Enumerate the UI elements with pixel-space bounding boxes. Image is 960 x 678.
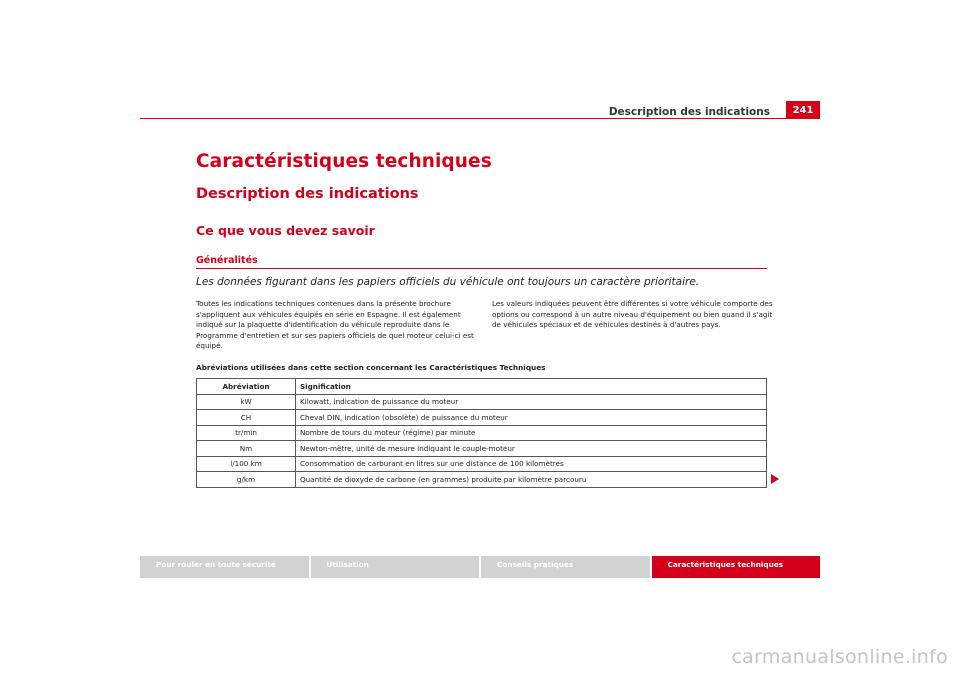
body-column-left — [196, 299, 481, 352]
table-caption: Abréviations utilisées dans cette section concernant les Caractéristiques Techniques — [196, 363, 546, 372]
table-header-row — [197, 379, 767, 395]
abbreviation-cell: l/100 km — [197, 456, 296, 472]
column-header-meaning: Signification — [296, 379, 767, 395]
subsection-title: Ce que vous devez savoir — [196, 223, 375, 238]
header-divider — [140, 118, 820, 119]
watermark-text: carmanualsonline.info — [731, 646, 948, 668]
running-header-title: Description des indications — [608, 106, 770, 118]
abbreviation-cell: Nm — [197, 441, 296, 457]
tab-conseils-pratiques[interactable]: Conseils pratiques — [479, 556, 650, 578]
topic-title: Généralités — [196, 255, 258, 266]
table-row — [197, 456, 767, 472]
body-column-right — [492, 299, 777, 331]
body-paragraph-right: Les valeurs indiquées peuvent être différentes si votre véhicule comporte des options ou correspond à un autre niveau d'équipement ou bien quand il s'agit de véhicules spéciaux et de véhicules destinés à d'autres pays. — [492, 299, 773, 329]
table-row — [197, 425, 767, 441]
abbreviation-cell: tr/min — [197, 425, 296, 441]
meaning-cell: Quantité de dioxyde de carbone (en grammes) produite par kilomètre parcouru — [296, 472, 767, 488]
body-paragraph-left: Toutes les indications techniques contenues dans la présente brochure s'appliquent aux véhicules équipés en série en Espagne. Il est également indiqué sur la plaquette d'identification du véhicule reproduite dans le Programme d'entretien et sur ses papiers officiels de quel moteur celui-ci est équipé. — [196, 299, 474, 350]
lead-paragraph: Les données figurant dans les papiers officiels du véhicule ont toujours un caractère prioritaire. — [196, 276, 700, 288]
meaning-cell: Cheval DIN, indication (obsolète) de puissance du moteur — [296, 410, 767, 426]
tab-caracteristiques-techniques[interactable]: Caractéristiques techniques — [650, 556, 821, 578]
abbreviation-cell: CH — [197, 410, 296, 426]
next-page-triangle-right-icon[interactable] — [771, 474, 779, 484]
abbreviations-table — [196, 378, 767, 488]
topic-divider — [196, 268, 767, 269]
table-row — [197, 472, 767, 488]
meaning-cell: Consommation de carburant en litres sur une distance de 100 kilomètres — [296, 456, 767, 472]
table-row — [197, 441, 767, 457]
section-title: Description des indications — [196, 186, 419, 202]
page-number-badge: 241 — [786, 101, 820, 119]
meaning-cell: Kilowatt, indication de puissance du moteur — [296, 394, 767, 410]
meaning-cell: Nombre de tours du moteur (régime) par minute — [296, 425, 767, 441]
table-row — [197, 394, 767, 410]
column-header-abbreviation: Abréviation — [197, 379, 296, 395]
abbreviation-cell: kW — [197, 394, 296, 410]
abbreviation-cell: g/km — [197, 472, 296, 488]
tab-utilisation[interactable]: Utilisation — [309, 556, 480, 578]
table-row — [197, 410, 767, 426]
chapter-title: Caractéristiques techniques — [196, 151, 492, 172]
tab-pour-rouler-en-toute-securite[interactable]: Pour rouler en toute sécurité — [140, 556, 309, 578]
meaning-cell: Newton-mètre, unité de mesure indiquant le couple-moteur — [296, 441, 767, 457]
chapter-navigation-bar — [140, 556, 820, 578]
